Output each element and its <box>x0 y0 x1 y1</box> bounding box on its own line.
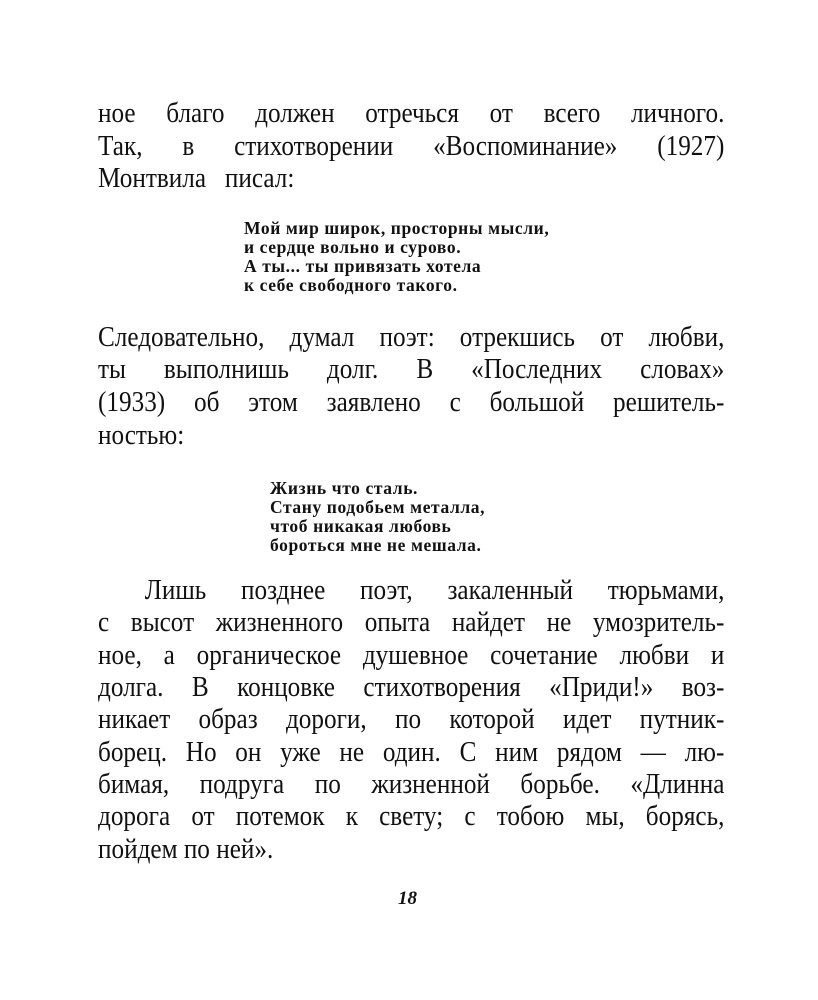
text-line: борец. Но он уже не один. С ним рядом — лю- <box>98 737 725 768</box>
verse-line: к себе свободного такого. <box>244 275 458 295</box>
text-line: пойдем по ней». <box>98 834 274 865</box>
text-line: бимая, подруга по жизненной борьбе. «Длинна <box>98 769 725 800</box>
text-line: Так, в стихотворении «Воспоминание» (1927) <box>98 131 725 162</box>
text-line: Следовательно, думал поэт: отрекшись от любви, <box>98 322 725 353</box>
page-number: 18 <box>398 888 417 909</box>
text-line: дорога от потемок к свету; с тобою мы, борясь, <box>98 801 725 832</box>
text-line: долга. В концовке стихотворения «Приди!» воз- <box>98 672 725 703</box>
verse-quote-1 <box>244 219 549 295</box>
verse-line: бороться мне не мешала. <box>270 535 482 555</box>
text-line: ностью: <box>98 420 185 451</box>
text-line: Монтвила писал: <box>98 163 295 194</box>
text-line: ное, а органическое душевное сочетание любви и <box>98 640 725 671</box>
verse-line: Жизнь что сталь. <box>270 478 419 498</box>
verse-line: Стану подобьем металла, <box>270 497 486 517</box>
verse-line: чтоб никакая любовь <box>270 516 452 536</box>
text-line: (1933) об этом заявлено с большой решитель- <box>98 387 725 418</box>
text-line: никает образ дороги, по которой идет путник- <box>98 704 725 735</box>
text-line: ное благо должен отречься от всего личного. <box>98 98 725 129</box>
text-line: ты выполнишь долг. В «Последних словах» <box>98 354 725 385</box>
text-line: Лишь позднее поэт, закаленный тюрьмами, <box>144 575 725 606</box>
verse-line: и сердце вольно и сурово. <box>244 237 462 257</box>
verse-line: А ты... ты привязать хотела <box>244 256 482 276</box>
verse-quote-2 <box>270 479 485 555</box>
text-line: с высот жизненного опыта найдет не умозритель- <box>98 607 725 638</box>
verse-line: Мой мир широк, просторны мысли, <box>244 218 550 238</box>
